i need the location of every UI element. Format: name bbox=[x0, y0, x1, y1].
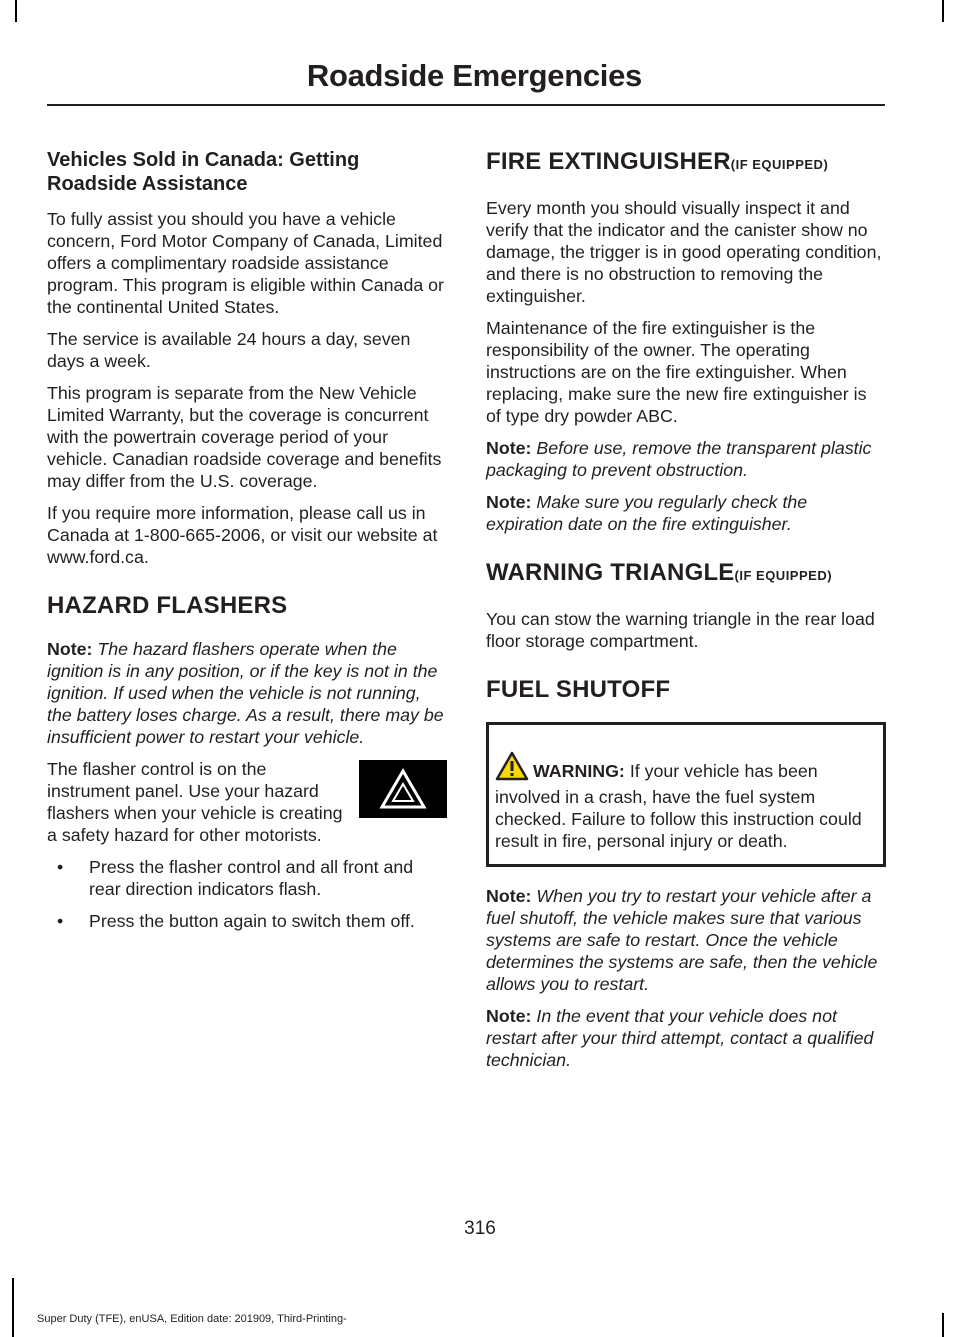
if-equipped-label: (IF EQUIPPED) bbox=[730, 157, 829, 172]
caution-triangle-icon bbox=[495, 751, 529, 781]
fire-note-2 bbox=[486, 491, 886, 535]
triangle-paragraph: You can stow the warning triangle in the rear load floor storage compartment. bbox=[486, 609, 875, 651]
canada-heading: Vehicles Sold in Canada: Getting Roadside Assistance bbox=[47, 149, 360, 195]
list-item-text: Press the button again to switch them off. bbox=[89, 911, 415, 931]
crop-mark-top-right bbox=[942, 0, 944, 22]
right-column bbox=[486, 148, 886, 1081]
crop-mark-bottom-right bbox=[942, 1313, 944, 1337]
fire-note-1 bbox=[486, 437, 886, 481]
header-divider bbox=[47, 104, 885, 106]
list-item-text: Press the flasher control and all front and rear direction indicators flash. bbox=[89, 857, 414, 899]
note-text: Make sure you regularly check the expiration date on the fire extinguisher. bbox=[486, 492, 808, 534]
note-text: When you try to restart your vehicle after a fuel shutoff, the vehicle makes sure that various systems are safe to restart. Once the vehicle determines the systems are safe, then the vehicle allows you to restart. bbox=[486, 886, 878, 994]
fire-paragraph-2: Maintenance of the fire extinguisher is the responsibility of the owner. The operating instructions are on the fire extinguisher. When replacing, make sure the new fire extinguisher is of type dry powder ABC. bbox=[486, 318, 867, 426]
edition-footer: Super Duty (TFE), enUSA, Edition date: 201909, Third-Printing- bbox=[37, 1313, 347, 1325]
flasher-description: The flasher control is on the instrument panel. Use your hazard flashers when your vehicle is creating a safety hazard for other motorists. bbox=[47, 759, 343, 845]
if-equipped-label: (IF EQUIPPED) bbox=[734, 568, 833, 583]
note-label: Note: bbox=[486, 1006, 532, 1026]
page-number: 316 bbox=[464, 1218, 496, 1239]
note-label: Note: bbox=[486, 438, 532, 458]
warning-triangle-heading bbox=[486, 559, 886, 590]
fuel-note-2 bbox=[486, 1005, 886, 1071]
canada-paragraph-2: The service is available 24 hours a day, seven days a week. bbox=[47, 329, 411, 371]
page-title: Roadside Emergencies bbox=[306, 58, 642, 93]
warning-icon bbox=[495, 751, 529, 786]
list-item bbox=[47, 910, 447, 932]
fire-extinguisher-heading bbox=[486, 148, 886, 179]
bullet-marker: • bbox=[57, 911, 64, 931]
note-text: The hazard flashers operate when the ignition is in any position, or if the key is not in the ignition. If used when the vehicle is not running, the battery loses charge. As a result, there may be insufficient power to restart your vehicle. bbox=[47, 639, 444, 747]
canada-paragraph-4: If you require more information, please call us in Canada at 1-800-665-2006, or visit our website at www.ford.ca. bbox=[47, 503, 438, 567]
fire-paragraph-1: Every month you should visually inspect it and verify that the indicator and the canister show no damage, the trigger is in good operating condition, and there is no obstruction to removing the extinguisher. bbox=[486, 198, 882, 306]
fuel-shutoff-heading: FUEL SHUTOFF bbox=[486, 676, 671, 703]
heading-text: FIRE EXTINGUISHER bbox=[486, 148, 731, 175]
fuel-note-1 bbox=[486, 885, 886, 995]
note-text: Before use, remove the transparent plastic packaging to prevent obstruction. bbox=[486, 438, 872, 480]
note-label: Note: bbox=[486, 492, 532, 512]
hazard-triangle-icon bbox=[379, 768, 427, 810]
warning-label: WARNING: bbox=[533, 761, 625, 781]
warning-text: If your vehicle has been involved in a crash, have the fuel system checked. Failure to follow this instruction could result in fire, personal injury or death. bbox=[495, 761, 862, 851]
list-item bbox=[47, 856, 447, 900]
note-label: Note: bbox=[486, 886, 532, 906]
warning-box bbox=[486, 722, 886, 867]
crop-mark-top-left bbox=[15, 0, 17, 22]
heading-text: WARNING TRIANGLE bbox=[486, 559, 735, 586]
flasher-block bbox=[47, 758, 447, 856]
hazard-warning-icon bbox=[359, 760, 447, 818]
hazard-bullet-list bbox=[47, 856, 447, 932]
hazard-flashers-heading: HAZARD FLASHERS bbox=[47, 592, 288, 619]
note-text: In the event that your vehicle does not restart after your third attempt, contact a qualified technician. bbox=[486, 1006, 874, 1070]
canada-paragraph-1: To fully assist you should you have a vehicle concern, Ford Motor Company of Canada, Limited offers a complimentary roadside assistance program. This program is eligible within Canada or the continental United States. bbox=[47, 209, 444, 317]
hazard-note bbox=[47, 638, 447, 748]
left-column bbox=[47, 148, 447, 942]
canada-paragraph-3: This program is separate from the New Vehicle Limited Warranty, but the coverage is concurrent with the powertrain coverage period of your vehicle. Canadian roadside coverage and benefits may differ from the U.S. coverage. bbox=[47, 383, 442, 491]
crop-mark-bottom-left bbox=[12, 1278, 14, 1337]
note-label: Note: bbox=[47, 639, 93, 659]
bullet-marker: • bbox=[57, 857, 64, 877]
